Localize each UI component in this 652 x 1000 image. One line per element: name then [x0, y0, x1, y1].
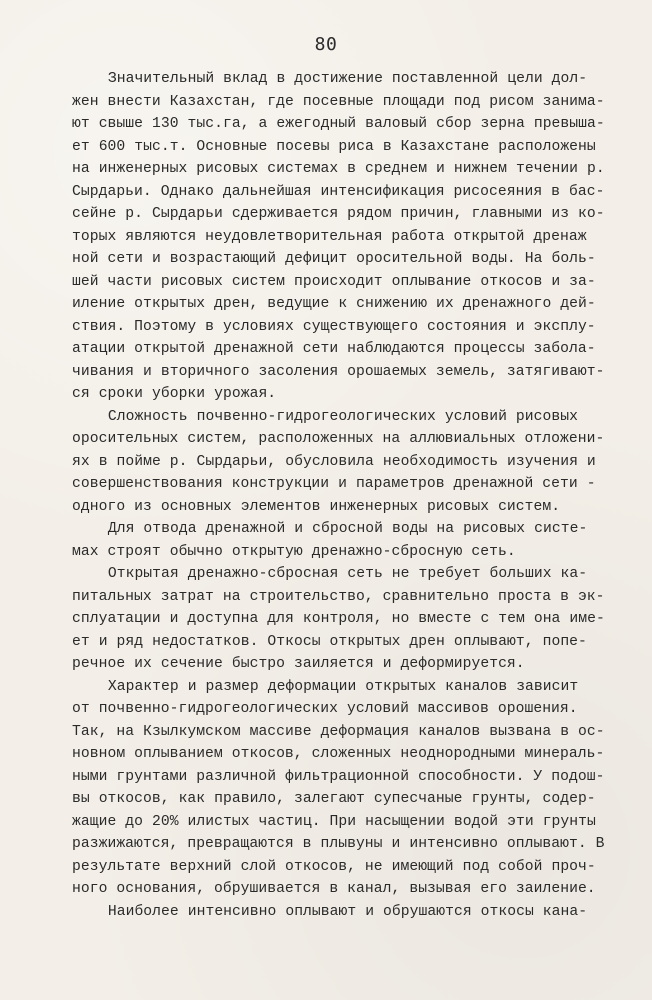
text-line: на инженерных рисовых системах в среднем и нижнем течении р. — [72, 161, 605, 177]
text-line: ют свыше 130 тыс.га, а ежегодный валовый сбор зерна превыша- — [72, 116, 605, 132]
text-line: жен внести Казахстан, где посевные площади под рисом занима- — [72, 93, 605, 110]
text-line: ствия. Поэтому в условиях существующего состояния и эксплу- — [72, 318, 596, 335]
text-line: атации открытой дренажной сети наблюдаются процессы забола- — [72, 341, 596, 357]
text-line: Значительный вклад в достижение поставленной цели дол- — [72, 71, 588, 87]
text-line: Так, на Кзылкумском массиве деформация каналов вызвана в ос- — [72, 723, 605, 740]
text-line: разжижаются, превращаются в плывуны и интенсивно оплывают. В — [72, 836, 605, 852]
text-line: ся сроки уборки урожая. — [72, 386, 277, 402]
text-line: ет и ряд недостатков. Откосы открытых дрен оплывают, попе- — [72, 633, 587, 650]
text-line: мах строят обычно открытую дренажно-сбросную сеть. — [72, 543, 516, 560]
text-line: от почвенно-гидрогеологических условий массивов орошения. — [72, 701, 578, 717]
text-line: ях в пойме р. Сырдарьи, обусловила необходимость изучения и — [72, 453, 596, 470]
text-line: Характер и размер деформации открытых каналов зависит — [72, 678, 579, 695]
text-line: Открытая дренажно-сбросная сеть не требует больших ка- — [72, 566, 588, 582]
text-line: жащие до 20% илистых частиц. При насыщении водой эти грунты — [72, 813, 596, 830]
text-line: чивания и вторичного засоления орошаемых земель, затягивают- — [72, 363, 605, 380]
text-line: речное их сечение быстро заиляется и деформируется. — [72, 656, 525, 672]
text-line: новном оплыванием откосов, сложенных неоднородными минераль- — [72, 746, 605, 762]
text-line: совершенствования конструкции и параметров дренажной сети - — [72, 476, 596, 492]
text-line: сплуатации и доступна для контроля, но вместе с тем она име- — [72, 611, 605, 627]
text-line: торых являются неудовлетворительная работа открытой дренаж — [72, 228, 587, 245]
text-line: питальных затрат на строительство, сравнительно проста в эк- — [72, 588, 605, 605]
body-text — [72, 68, 632, 923]
text-line: результате верхний слой откосов, не имеющий под собой проч- — [72, 858, 596, 875]
text-line: Наиболее интенсивно оплывают и обрушаются откосы кана- — [72, 903, 588, 920]
text-line: шей части рисовых систем происходит оплывание откосов и за- — [72, 273, 596, 290]
text-line: ного основания, обрушивается в канал, вызывая его заиление. — [72, 881, 596, 897]
text-line: Для отвода дренажной и сбросной воды на рисовых систе- — [72, 521, 588, 537]
page-number: 80 — [314, 34, 338, 55]
text-line: ными грунтами различной фильтрационной способности. У подош- — [72, 768, 605, 785]
text-line: сейне р. Сырдарьи сдерживается рядом причин, главными из ко- — [72, 206, 605, 222]
text-line: ной сети и возрастающий дефицит оросительной воды. На боль- — [72, 251, 596, 267]
text-line: одного из основных элементов инженерных рисовых систем. — [72, 498, 561, 515]
text-line: Сложность почвенно-гидрогеологических условий рисовых — [72, 408, 578, 425]
text-line: вы откосов, как правило, залегают супесчаные грунты, содер- — [72, 791, 596, 807]
text-line: Сырдарьи. Однако дальнейшая интенсификация рисосеяния в бас- — [72, 183, 605, 200]
text-line: ет 600 тыс.т. Основные посевы риса в Казахстане расположены — [72, 138, 596, 155]
text-line: иление открытых дрен, ведущие к снижению их дренажного дей- — [72, 296, 596, 312]
text-line: оросительных систем, расположенных на аллювиальных отложени- — [72, 431, 605, 447]
